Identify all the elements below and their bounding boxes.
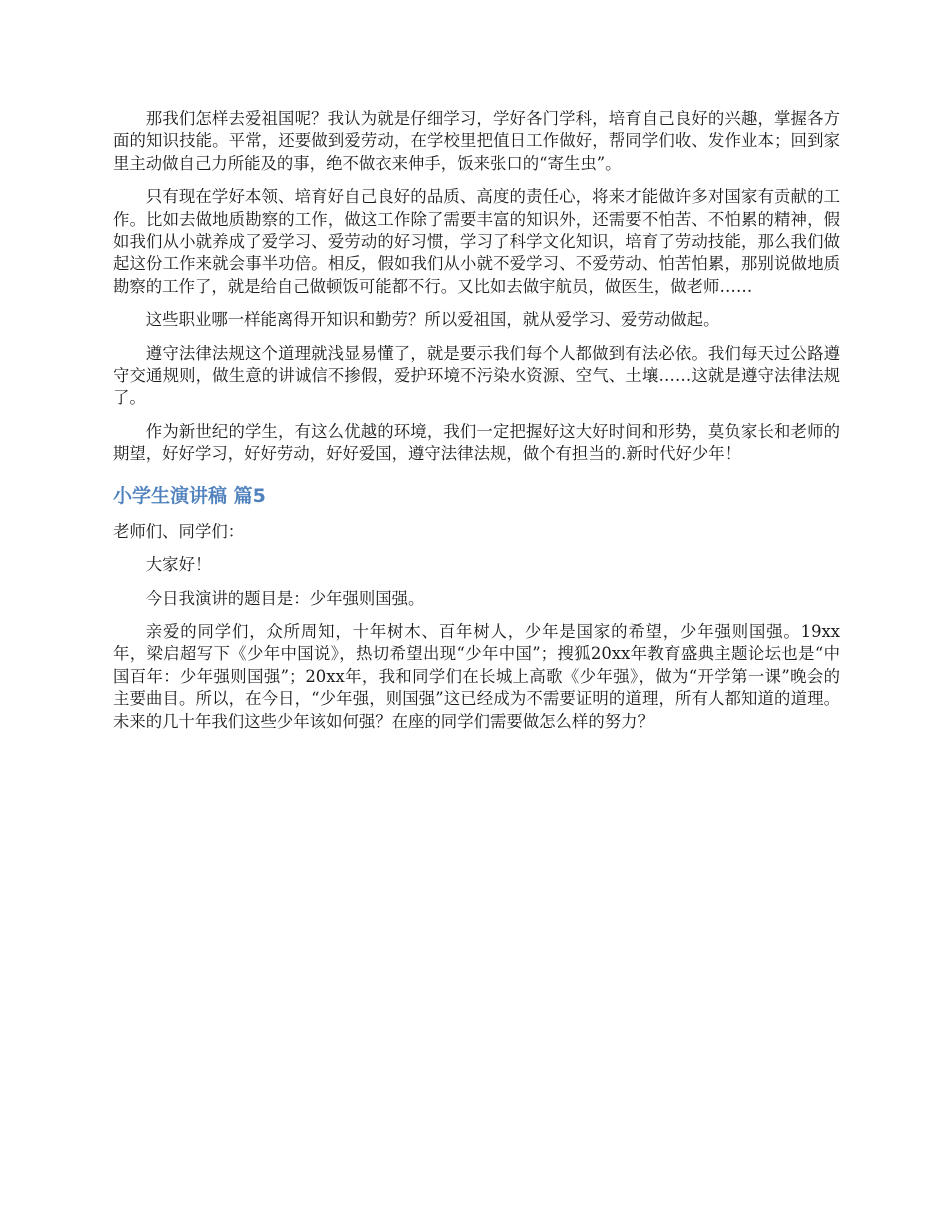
paragraph: 那我们怎样去爱祖国呢？我认为就是仔细学习，学好各门学科，培育自己良好的兴趣，掌握各方面的知识技能。平常，还要做到爱劳动，在学校里把值日工作做好，帮同学们收、发作业本；回到家里主动做自己力所能及的事，绝不做衣来伸手，饭来张口的“寄生虫”。 <box>113 109 840 173</box>
paragraph: 遵守法律法规这个道理就浅显易懂了，就是要示我们每个人都做到有法必依。我们每天过公路遵守交通规则，做生意的讲诚信不掺假，爱护环境不污染水资源、空气、土壤……这就是遵守法律法规了。 <box>113 343 840 408</box>
document-body <box>113 108 840 744</box>
section-heading: 小学生演讲稿 篇5 <box>113 484 266 507</box>
paragraph: 亲爱的同学们，众所周知，十年树木、百年树人，少年是国家的希望，少年强则国强。19xx年，梁启超写下《少年中国说》，热切希望出现“少年中国”；搜狐20xx年教育盛典主题论坛也是“中国百年：少年强则国强”；20xx年，我和同学们在长城上高歌《少年强》，做为“开学第一课”晚会的主要曲目。所以，在今日，“少年强，则国强”这已经成为不需要证明的道理，所有人都知道的道理。未来的几十年我们这些少年该如何强？在座的同学们需要做怎么样的努力？ <box>113 621 840 731</box>
paragraph: 作为新世纪的学生，有这么优越的环境，我们一定把握好这大好时间和形势，莫负家长和老师的期望，好好学习，好好劳动，好好爱国，遵守法律法规，做个有担当的.新时代好少年！ <box>113 421 840 464</box>
paragraph: 大家好！ <box>145 555 212 575</box>
paragraph: 这些职业哪一样能离得开知识和勤劳？所以爱祖国，就从爱学习、爱劳动做起。 <box>145 310 720 330</box>
paragraph: 只有现在学好本领、培育好自己良好的品质、高度的责任心，将来才能做许多对国家有贡献的工作。比如去做地质勘察的工作，做这工作除了需要丰富的知识外，还需要不怕苦、不怕累的精神，假如我们从小就养成了爱学习、爱劳动的好习惯，学习了科学文化知识，培育了劳动技能，那么我们做起这份工作来就会事半功倍。相反，假如我们从小就不爱学习、不爱劳动、怕苦怕累，那别说做地质勘察的工作了，就是给自己做顿饭可能都不行。又比如去做宇航员，做医生，做老师…… <box>113 187 840 296</box>
salutation: 老师们、同学们： <box>113 521 245 541</box>
paragraph: 今日我演讲的题目是：少年强则国强。 <box>145 588 425 608</box>
